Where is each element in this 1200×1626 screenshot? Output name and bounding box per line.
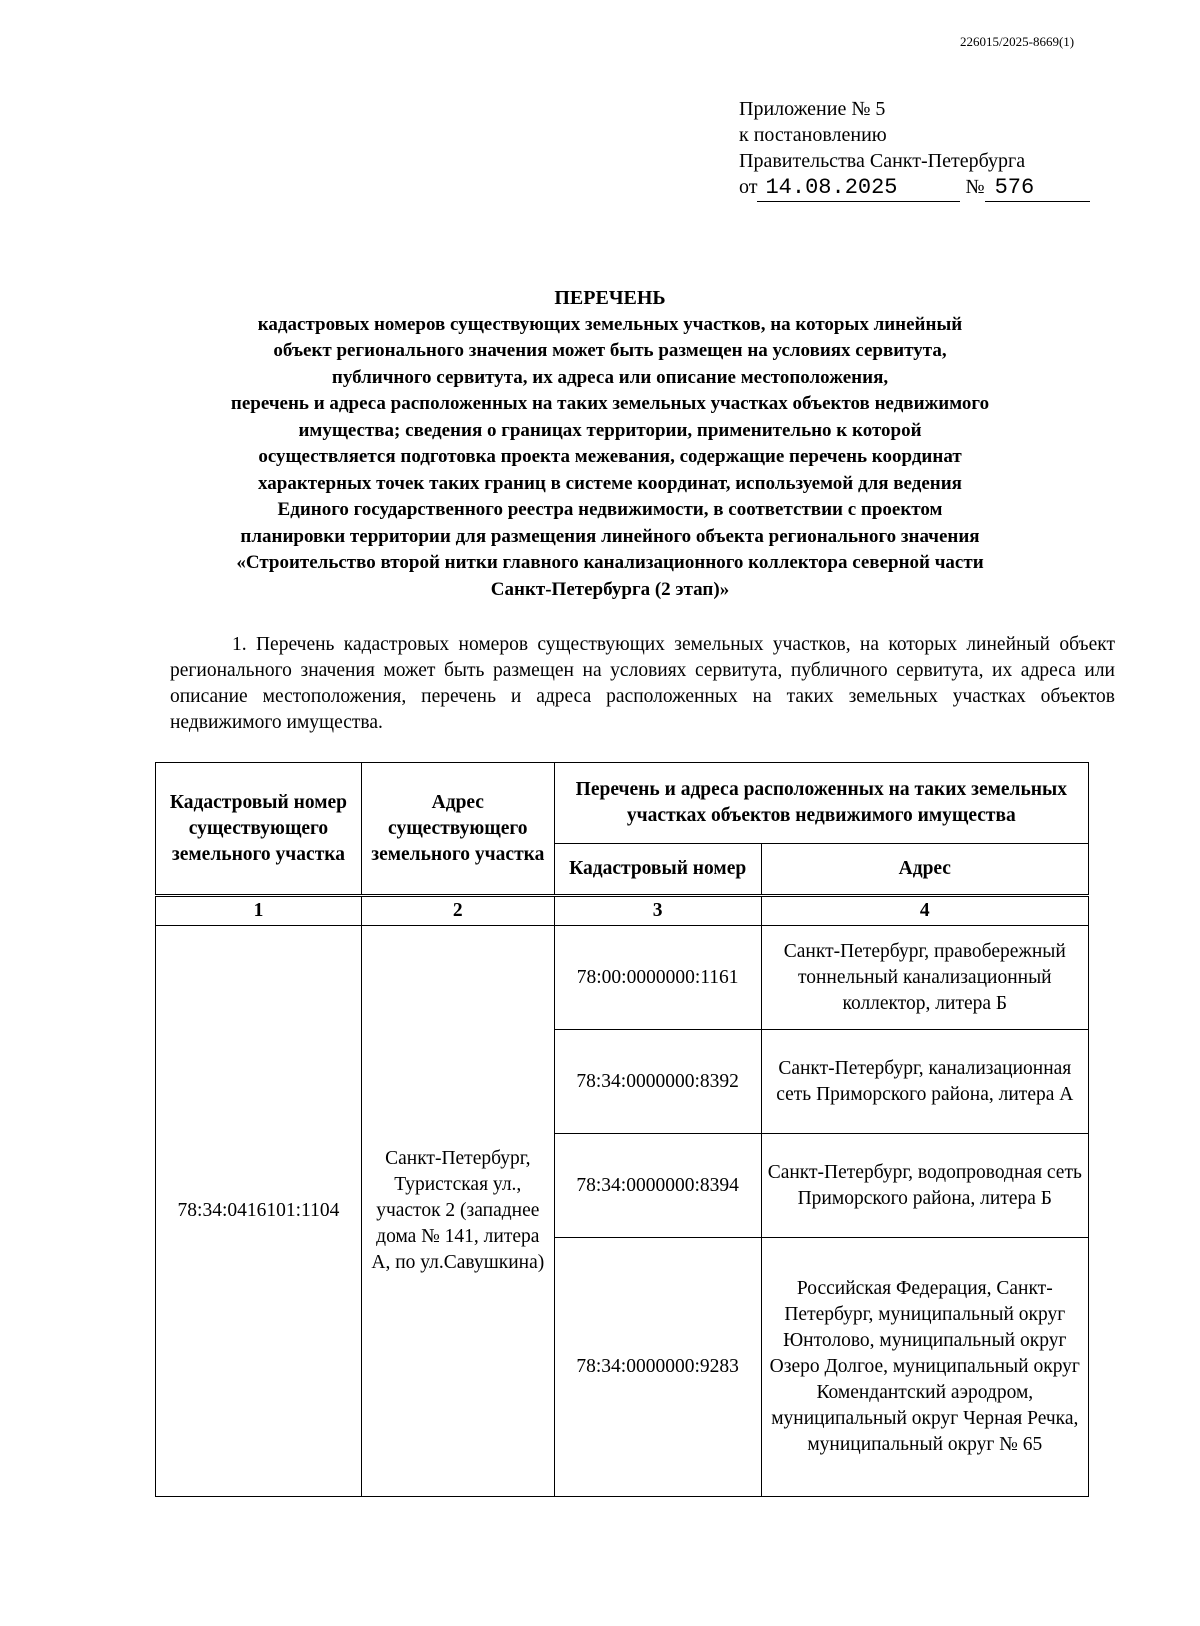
appendix-block xyxy=(739,96,1090,202)
object-cadastral-number: 78:34:0000000:8392 xyxy=(554,1030,761,1134)
object-address: Российская Федерация, Санкт-Петербург, муниципальный округ Юнтолово, муниципальный округ Озеро Долгое, муниципальный округ Комендантский аэродром, муниципальный округ Черная Речка, муниципальный округ № 65 xyxy=(761,1238,1088,1497)
document-title xyxy=(130,285,1090,603)
parcel-cadastral-number: 78:34:0416101:1104 xyxy=(156,926,362,1497)
header-object-cadastral: Кадастровый номер xyxy=(554,844,761,896)
section-1-paragraph xyxy=(170,632,1115,736)
title-line: кадастровых номеров существующих земельных участков, на которых линейный xyxy=(257,313,963,335)
title-line: характерных точек таких границ в системе координат, используемой для ведения xyxy=(258,472,962,494)
document-registration-number: 226015/2025-8669(1) xyxy=(960,34,1075,49)
appendix-line: Приложение № 5 xyxy=(739,98,886,120)
title-line: Единого государственного реестра недвижимости, в соответствии с проектом xyxy=(277,499,943,520)
parcel-address: Санкт-Петербург, Туристская ул., участок 2 (западнее дома № 141, литера А, по ул.Савушкина) xyxy=(361,926,554,1497)
column-number: 2 xyxy=(361,896,554,926)
header-parcel-address: Адрес существующего земельного участка xyxy=(361,763,554,896)
object-address: Санкт-Петербург, канализационная сеть Приморского района, литера А xyxy=(761,1030,1088,1134)
title-line: имущества; сведения о границах территории, применительно к которой xyxy=(298,419,922,441)
appendix-line: к постановлению xyxy=(739,124,887,146)
resolution-date: 14.08.2025 xyxy=(757,175,960,202)
appendix-line: Правительства Санкт-Петербурга xyxy=(739,150,1026,172)
header-objects-group: Перечень и адреса расположенных на таких земельных участках объектов недвижимого имущества xyxy=(554,763,1088,844)
title-line: перечень и адреса расположенных на таких земельных участках объектов недвижимого xyxy=(230,393,990,414)
title-line: осуществляется подготовка проекта межевания, содержащие перечень координат xyxy=(258,446,962,467)
title-line: объект регионального значения может быть размещен на условиях сервитута, xyxy=(273,340,947,361)
title-line: Санкт-Петербурга (2 этап)» xyxy=(490,578,730,600)
title-line: планировки территории для размещения линейного объекта регионального значения xyxy=(240,525,980,547)
cadastral-table xyxy=(155,762,1089,1497)
appendix-date-line xyxy=(739,174,1090,202)
object-address: Санкт-Петербург, правобережный тоннельный канализационный коллектор, литера Б xyxy=(761,926,1088,1030)
header-parcel-cadastral: Кадастровый номер существующего земельного участка xyxy=(156,763,362,896)
object-cadastral-number: 78:34:0000000:9283 xyxy=(554,1238,761,1497)
table-row xyxy=(156,926,1089,1030)
number-prefix: № xyxy=(965,176,985,198)
column-number: 4 xyxy=(761,896,1088,926)
column-number: 1 xyxy=(156,896,362,926)
title-line: «Строительство второй нитки главного канализационного коллектора северной части xyxy=(236,552,984,573)
column-number: 3 xyxy=(554,896,761,926)
object-address: Санкт-Петербург, водопроводная сеть Приморского района, литера Б xyxy=(761,1134,1088,1238)
column-numbers-row xyxy=(156,896,1089,926)
object-cadastral-number: 78:34:0000000:8394 xyxy=(554,1134,761,1238)
title-heading: ПЕРЕЧЕНЬ xyxy=(554,287,666,309)
date-prefix: от xyxy=(739,176,758,198)
title-line: публичного сервитута, их адреса или описание местоположения, xyxy=(331,366,889,388)
paragraph-text: 1. Перечень кадастровых номеров существующих земельных участков, на которых линейный объект регионального значения может быть размещен на условиях сервитута, публичного сервитута, их адреса или описание местоположения, перечень и адреса расположенных на таких земельных участках объектов недвижимого имущества. xyxy=(170,634,1115,733)
resolution-number: 576 xyxy=(985,175,1090,202)
header-object-address: Адрес xyxy=(761,844,1088,896)
object-cadastral-number: 78:00:0000000:1161 xyxy=(554,926,761,1030)
